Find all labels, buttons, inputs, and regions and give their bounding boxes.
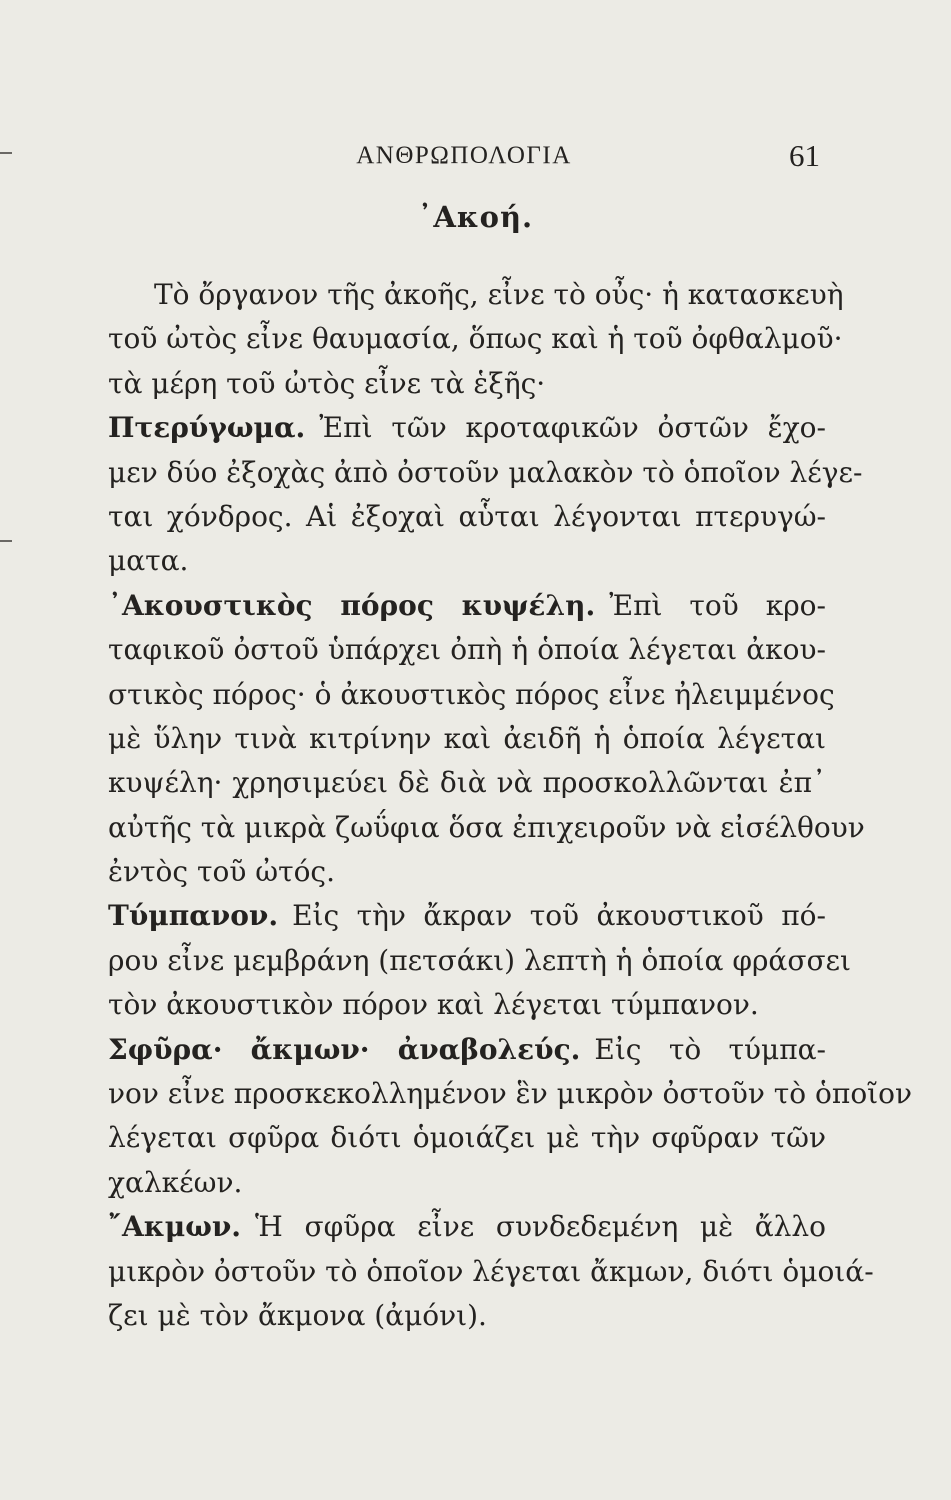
margin-mark bbox=[0, 540, 12, 542]
text-line: μικρὸν ὀστοῦν τὸ ὁποῖον λέγεται ἄκμων, διότι ὁμοιά- bbox=[108, 1254, 874, 1288]
text-line: ζει μὲ τὸν ἄκμονα (ἀμόνι). bbox=[108, 1298, 487, 1332]
text-line: τὰ μέρη τοῦ ὠτὸς εἶνε τὰ ἑξῆς· bbox=[108, 366, 546, 400]
text-line: ῎Ακμων. Ἡ σφῦρα εἶνε συνδεδεμένη μὲ ἄλλο bbox=[108, 1210, 826, 1244]
text-line: ᾿Ακουστικὸς πόρος κυψέλη. Ἐπὶ τοῦ κρο- bbox=[108, 588, 827, 622]
term-heading: Σφῦρα· ἄκμων· ἀναβολεύς. bbox=[108, 1032, 581, 1066]
running-header bbox=[108, 138, 820, 178]
text-line: ματα. bbox=[108, 544, 189, 578]
text-line: Πτερύγωμα. Ἐπὶ τῶν κροταφικῶν ὀστῶν ἔχο- bbox=[108, 411, 826, 445]
text-line: τοῦ ὠτὸς εἶνε θαυμασία, ὅπως καὶ ἡ τοῦ ὀφθαλμοῦ· bbox=[108, 322, 843, 356]
text-line: αὐτῆς τὰ μικρὰ ζωΰφια ὅσα ἐπιχειροῦν νὰ εἰσέλθουν bbox=[108, 810, 865, 844]
term-heading: ῎Ακμων. bbox=[108, 1210, 242, 1244]
text-line: ται χόνδρος. Αἱ ἐξοχαὶ αὗται λέγονται πτερυγώ- bbox=[108, 499, 826, 533]
section-title: ᾿Ακοή. bbox=[417, 200, 534, 234]
text-line: ἐντὸς τοῦ ὠτός. bbox=[108, 855, 336, 889]
text-line: ταφικοῦ ὀστοῦ ὑπάρχει ὀπὴ ἡ ὁποία λέγεται ἀκου- bbox=[108, 633, 826, 667]
margin-mark bbox=[0, 152, 12, 154]
body-text bbox=[108, 273, 913, 1338]
term-heading: ᾿Ακουστικὸς πόρος κυψέλη. bbox=[108, 588, 596, 622]
text-line: κυψέλη· χρησιμεύει δὲ διὰ νὰ προσκολλῶνται ἐπ᾿ bbox=[108, 766, 826, 800]
text-line: ρου εἶνε μεμβράνη (πετσάκι) λεπτὴ ἡ ὁποία φράσσει bbox=[108, 943, 852, 977]
running-title: ΑΝΘΡΩΠΟΛΟΓΙΑ bbox=[356, 142, 572, 169]
text-line: τὸν ἀκουστικὸν πόρον καὶ λέγεται τύμπανον. bbox=[108, 988, 759, 1022]
text-line: Τύμπανον. Εἰς τὴν ἄκραν τοῦ ἀκουστικοῦ πό- bbox=[108, 899, 826, 933]
text-line: νον εἶνε προσκεκολλημένον ἓν μικρὸν ὀστοῦν τὸ ὁποῖον bbox=[108, 1077, 913, 1111]
term-heading: Τύμπανον. bbox=[108, 899, 279, 933]
text-line: Σφῦρα· ἄκμων· ἀναβολεύς. Εἰς τὸ τύμπα- bbox=[108, 1032, 826, 1066]
text-line: Τὸ ὄργανον τῆς ἀκοῆς, εἶνε τὸ οὖς· ἡ κατασκευὴ bbox=[154, 278, 844, 311]
text-line: μεν δύο ἐξοχὰς ἀπὸ ὀστοῦν μαλακὸν τὸ ὁποῖον λέγε- bbox=[108, 455, 863, 489]
page-number: 61 bbox=[789, 138, 820, 173]
term-heading: Πτερύγωμα. bbox=[108, 411, 306, 445]
text-line: μὲ ὕλην τινὰ κιτρίνην καὶ ἀειδῆ ἡ ὁποία λέγεται bbox=[108, 721, 826, 755]
text-line: χαλκέων. bbox=[108, 1165, 243, 1199]
text-line: στικὸς πόρος· ὁ ἀκουστικὸς πόρος εἶνε ἠλειμμένος bbox=[108, 677, 835, 711]
text-line: λέγεται σφῦρα διότι ὁμοιάζει μὲ τὴν σφῦραν τῶν bbox=[108, 1121, 826, 1155]
